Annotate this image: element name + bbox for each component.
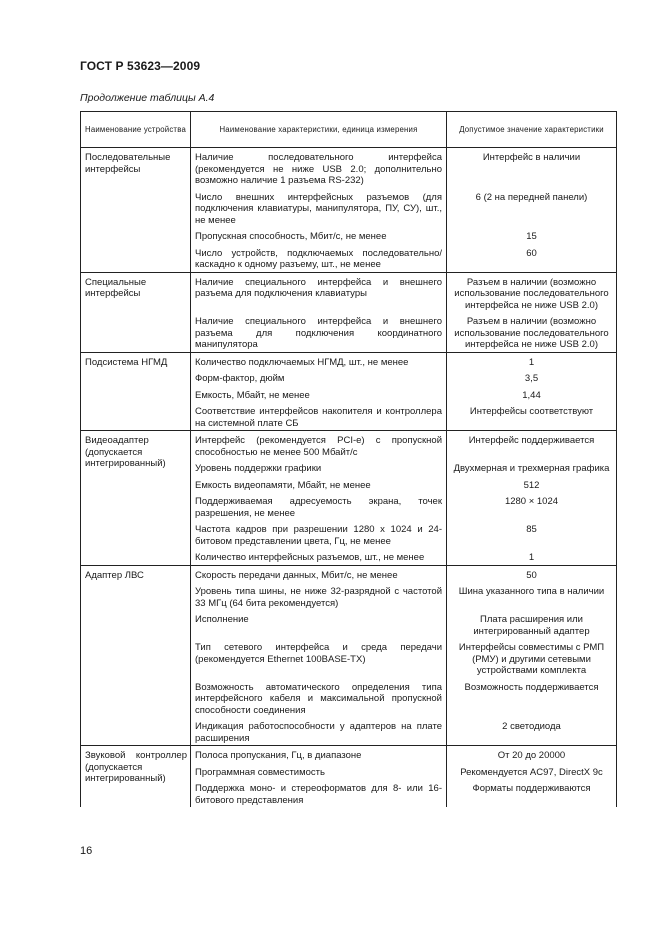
table-row [81,746,617,763]
spec-table [80,111,617,807]
characteristic-cell: Интерфейс (рекомендуется PCI-e) с пропускной способностью не менее 500 Мбайт/с [191,431,447,460]
characteristic-cell: Поддерживаемая адресуемость экрана, точек разрешения, не менее [191,492,447,520]
table-caption: Продолжение таблицы А.4 [80,92,215,104]
characteristic-cell: Наличие специального интерфейса и внешнего разъема для подключения клавиатуры [191,272,447,312]
characteristic-cell: Тип сетевого интерфейса и среда передачи (рекомендуется Ethernet 100BASE-TX) [191,638,447,678]
characteristic-cell: Уровень типа шины, не ниже 32-разрядной с частотой 33 МГц (64 бита рекомендуется) [191,582,447,610]
device-name-cell: Звуковой контроллер (допускается интегрированный) [81,746,191,808]
value-cell: Разъем в наличии (возможно использование последовательного интерфейса не ниже USB 2.0) [447,312,617,352]
characteristic-cell: Форм-фактор, дюйм [191,369,447,386]
table-row [81,148,617,188]
characteristic-cell: Возможность автоматического определения типа интерфейсного кабеля и максимальной пропускной способности соединения [191,678,447,718]
value-cell: Шина указанного типа в наличии [447,582,617,610]
characteristic-cell: Пропускная способность, Мбит/с, не менее [191,227,447,244]
table-row [81,352,617,369]
device-name-cell: Подсистема НГМД [81,352,191,431]
document-code: ГОСТ Р 53623—2009 [80,59,201,73]
table-body [81,148,617,808]
value-cell: 50 [447,565,617,582]
table-row [81,565,617,582]
value-cell: 1 [447,548,617,565]
table-row [81,272,617,312]
value-cell: Интерфейсы совместимы с РМП (РМУ) и другими сетевыми устройствами комплекта [447,638,617,678]
table-row [81,431,617,460]
characteristic-cell: Программная совместимость [191,763,447,780]
value-cell: Интерфейсы соответствуют [447,402,617,431]
table-header-row [81,112,617,148]
header-characteristic: Наименование характеристики, единица измерения [191,112,447,148]
value-cell: 3,5 [447,369,617,386]
characteristic-cell: Количество подключаемых НГМД, шт., не менее [191,352,447,369]
characteristic-cell: Поддержка моно- и стереоформатов для 8- или 16-битового представления [191,779,447,807]
value-cell: 2 светодиода [447,717,617,746]
device-name-cell: Специальные интерфейсы [81,272,191,352]
value-cell: Плата расширения или интегрированный адаптер [447,610,617,638]
value-cell: 1,44 [447,386,617,403]
characteristic-cell: Емкость, Мбайт, не менее [191,386,447,403]
characteristic-cell: Индикация работоспособности у адаптеров на плате расширения [191,717,447,746]
value-cell: Двухмерная и трехмерная графика [447,459,617,476]
characteristic-cell: Уровень поддержки графики [191,459,447,476]
value-cell: 1280 × 1024 [447,492,617,520]
characteristic-cell: Частота кадров при разрешении 1280 х 1024 и 24-битовом представлении цвета, Гц, не менее [191,520,447,548]
header-value: Допустимое значение характеристики [447,112,617,148]
value-cell: Интерфейс в наличии [447,148,617,188]
header-device: Наименование устройства [81,112,191,148]
device-name-cell: Видеоадаптер (допускается интегрированный) [81,431,191,566]
value-cell: 6 (2 на передней панели) [447,188,617,228]
characteristic-cell: Полоса пропускания, Гц, в диапазоне [191,746,447,763]
value-cell: Рекомендуется AC97, DirectX 9c [447,763,617,780]
characteristic-cell: Емкость видеопамяти, Мбайт, не менее [191,476,447,493]
page-number: 16 [80,845,93,857]
value-cell: 1 [447,352,617,369]
value-cell: Разъем в наличии (возможно использование последовательного интерфейса не ниже USB 2.0) [447,272,617,312]
value-cell: 60 [447,244,617,273]
characteristic-cell: Соответствие интерфейсов накопителя и контроллера на системной плате СБ [191,402,447,431]
characteristic-cell: Количество интерфейсных разъемов, шт., не менее [191,548,447,565]
characteristic-cell: Наличие специального интерфейса и внешнего разъема для подключения координатного манипулятора [191,312,447,352]
characteristic-cell: Наличие последовательного интерфейса (рекомендуется не ниже USB 2.0; дополнительно возможно наличие 1 разъема RS-232) [191,148,447,188]
value-cell: От 20 до 20000 [447,746,617,763]
value-cell: 15 [447,227,617,244]
value-cell: 85 [447,520,617,548]
value-cell: Форматы поддерживаются [447,779,617,807]
device-name-cell: Последовательные интерфейсы [81,148,191,273]
characteristic-cell: Число внешних интерфейсных разъемов (для подключения клавиатуры, манипулятора, ПУ, СУ), шт., не менее [191,188,447,228]
characteristic-cell: Число устройств, подключаемых последовательно/каскадно к одному разъему, шт., не менее [191,244,447,273]
value-cell: 512 [447,476,617,493]
device-name-cell: Адаптер ЛВС [81,565,191,746]
characteristic-cell: Скорость передачи данных, Мбит/с, не менее [191,565,447,582]
value-cell: Возможность поддерживается [447,678,617,718]
value-cell: Интерфейс поддерживается [447,431,617,460]
characteristic-cell: Исполнение [191,610,447,638]
